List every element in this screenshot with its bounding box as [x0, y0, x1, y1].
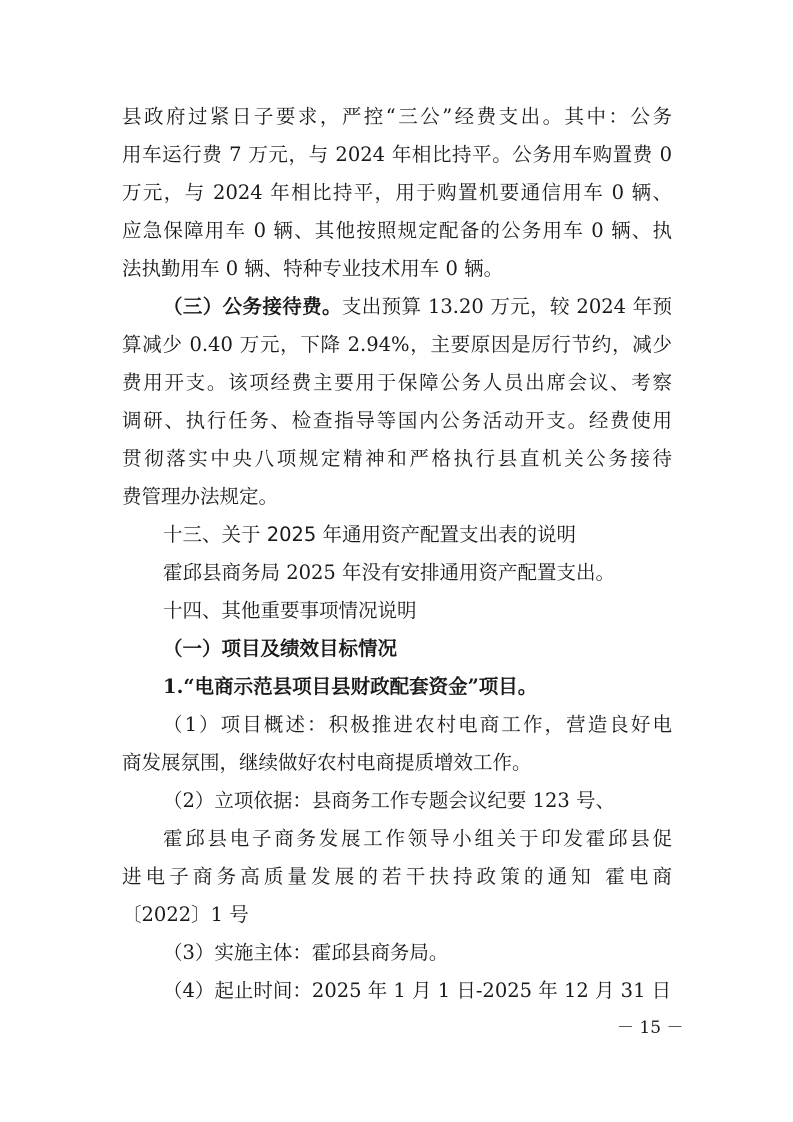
- item-1-line: 商发展氛围，继续做好农村电商提质增效工作。: [122, 751, 532, 774]
- item-2-line: （2）立项依据：县商务工作专题会议纪要 123 号、: [163, 789, 616, 812]
- item-2-line: 霍邱县电子商务发展工作领导小组关于印发霍邱县促: [163, 827, 672, 850]
- paragraph-13: 霍邱县商务局 2025 年没有安排通用资产配置支出。: [163, 561, 616, 584]
- text-line: 万元，与 2024 年相比持平，用于购置机要通信用车 0 辆、: [122, 181, 672, 204]
- item-1-line: （1）项目概述：积极推进农村电商工作，营造良好电: [163, 713, 672, 736]
- text-line: 贯彻落实中央八项规定精神和严格执行县直机关公务接待: [122, 447, 672, 470]
- text-line: 应急保障用车 0 辆、其他按照规定配备的公务用车 0 辆、执: [122, 219, 672, 242]
- heading-13: 十三、关于 2025 年通用资产配置支出表的说明: [163, 523, 577, 546]
- text-line: 费用开支。该项经费主要用于保障公务人员出席会议、考察: [122, 371, 672, 394]
- section-3-text: 支出预算 13.20 万元，较 2024 年预: [341, 295, 672, 318]
- subheading-1: （一）项目及绩效目标情况: [163, 637, 398, 660]
- page-number: － 15 －: [617, 1018, 684, 1038]
- text-line: 用车运行费 7 万元，与 2024 年相比持平。公务用车购置费 0: [122, 143, 672, 166]
- section-3-first-line: [163, 292, 672, 322]
- text-line: 法执勤用车 0 辆、特种专业技术用车 0 辆。: [122, 257, 504, 280]
- item-3-line: （3）实施主体：霍邱县商务局。: [163, 941, 449, 964]
- item-2-line: 〔2022〕1 号: [122, 903, 249, 926]
- heading-14: 十四、其他重要事项情况说明: [163, 599, 417, 622]
- section-3-heading: （三）公务接待费。: [163, 295, 342, 318]
- project-title: 1.“电商示范县项目县财政配套资金”项目。: [163, 675, 538, 698]
- text-line: 费管理办法规定。: [122, 485, 279, 508]
- text-line: 县政府过紧日子要求，严控“三公”经费支出。其中：公务: [122, 105, 672, 128]
- text-line: 算减少 0.40 万元，下降 2.94%，主要原因是厉行节约，减少: [122, 333, 672, 356]
- item-2-line: 进电子商务高质量发展的若干扶持政策的通知 霍电商: [122, 865, 672, 888]
- text-line: 调研、执行任务、检查指导等国内公务活动开支。经费使用: [122, 409, 672, 432]
- item-4-line: （4）起止时间：2025 年 1 月 1 日-2025 年 12 月 31 日: [163, 979, 672, 1002]
